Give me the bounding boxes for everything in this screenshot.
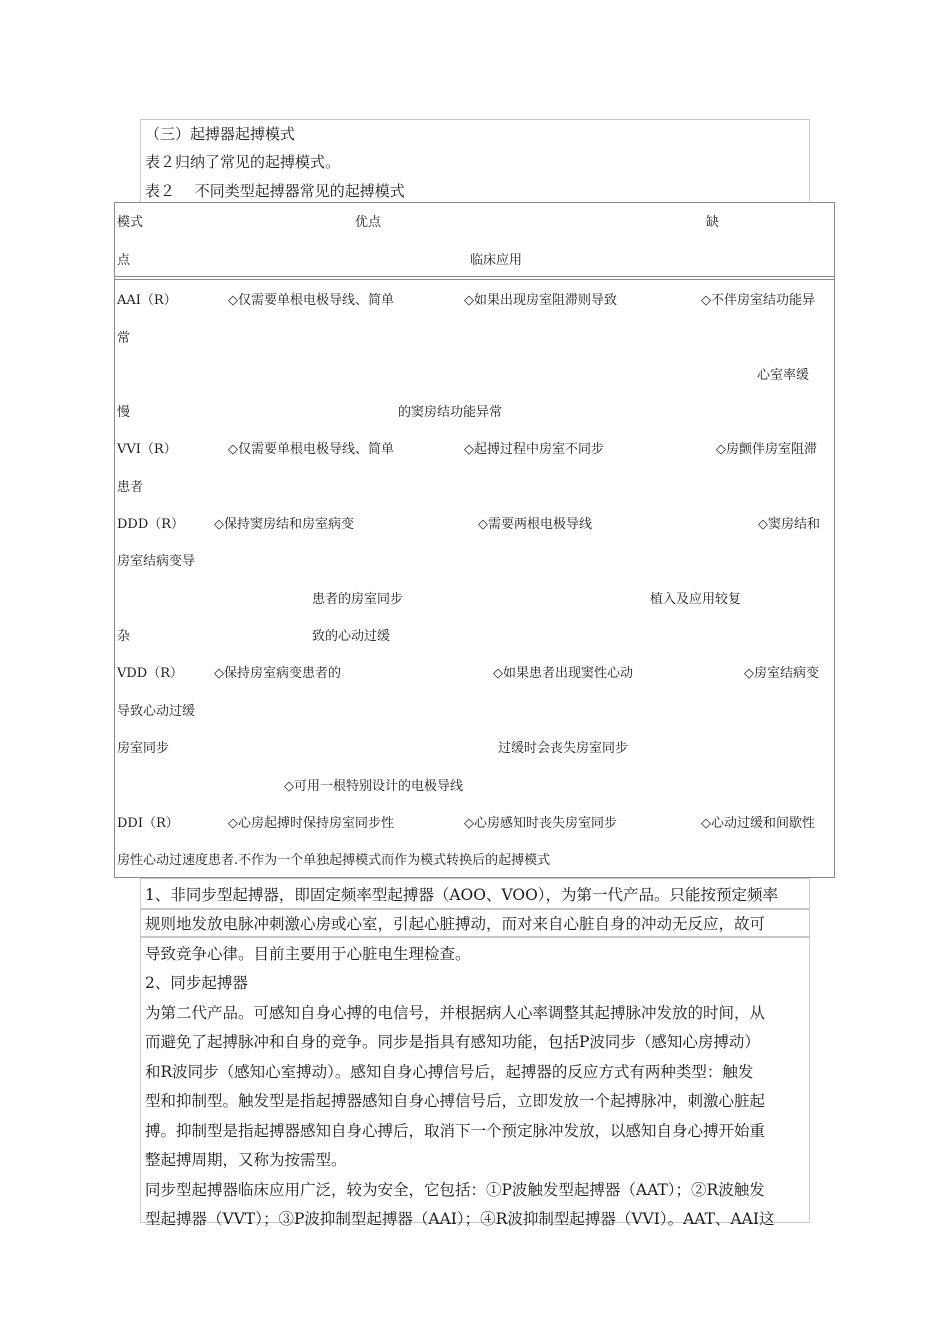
header-disadvantage-cont: 点 xyxy=(117,253,131,268)
row-vvi-advantage: ◇仅需要单根电极导线、简单 xyxy=(228,442,394,457)
row-vdd-advantage-cont: 房室同步 xyxy=(117,741,170,756)
body-line: 为第二代产品。可感知自身心搏的电信号，并根据病人心率调整其起搏脉冲发放的时间，从 xyxy=(145,1004,766,1022)
body-line: 整起搏周期，又称为按需型。 xyxy=(145,1151,347,1169)
row-vdd-mode: VDD（R） xyxy=(117,666,184,681)
header-clinical: 临床应用 xyxy=(470,253,523,268)
row-vvi-disadvantage: ◇起搏过程中房室不同步 xyxy=(464,442,604,457)
table-header-rule xyxy=(114,276,835,277)
row-vdd-disadvantage-cont: 过缓时会丧失房室同步 xyxy=(498,741,629,756)
row-vvi-application: ◇房颤伴房室阻滞 xyxy=(716,442,817,457)
row-vdd-advantage: ◇保持房室病变患者的 xyxy=(214,666,341,681)
row-vdd-application: ◇房室结病变 xyxy=(744,666,819,681)
body-line: 而避免了起搏脉冲和自身的竞争。同步是指具有感知功能，包括P波同步（感知心房搏动） xyxy=(145,1033,760,1051)
row-aai-application: ◇不伴房室结功能异 xyxy=(701,293,815,308)
row-vdd-advantage-cont2: ◇可用一根特别设计的电极导线 xyxy=(284,779,463,794)
row-aai-application-cont2: 的窦房结功能异常 xyxy=(398,405,503,420)
row-ddi-advantage: ◇心房起搏时保持房室同步性 xyxy=(228,816,394,831)
row-aai-disadvantage-cont: 心室率缓 xyxy=(757,368,810,383)
header-advantage: 优点 xyxy=(355,215,382,230)
row-aai-disadvantage: ◇如果出现房室阻滞则导致 xyxy=(464,293,617,308)
table-caption: 表２ 不同类型起搏器常见的起搏模式 xyxy=(145,182,405,200)
body-line: 搏。抑制型是指起搏器感知自身心搏后，取消下一个预定脉冲发放，以感知自身心搏开始重 xyxy=(145,1122,766,1140)
row-ddi-application-cont: 房性心动过速度患者.不作为一个单独起搏模式而作为模式转换后的起搏模式 xyxy=(117,853,551,868)
row-ddd-application-cont: 房室结病变导 xyxy=(117,554,196,569)
row-ddd-disadvantage: ◇需要两根电极导线 xyxy=(478,517,592,532)
row-ddd-disadvantage-cont2: 杂 xyxy=(117,629,131,644)
row-ddi-mode: DDI（R） xyxy=(117,816,179,831)
section-heading: （三）起搏器起搏模式 xyxy=(145,125,296,143)
body-line: 型起搏器（VVT）；③P波抑制型起搏器（AAI）；④R波抑制型起搏器（VVI）。AAT、AAI这 xyxy=(145,1210,775,1228)
row-ddd-mode: DDD（R） xyxy=(117,517,185,532)
body-line: 型和抑制型。触发型是指起搏器感知自身心搏信号后，立即发放一个起搏脉冲，刺激心脏起 xyxy=(145,1092,766,1110)
table-header-rule-2 xyxy=(114,279,835,280)
row-ddd-application: ◇窦房结和 xyxy=(758,517,820,532)
row-ddi-application: ◇心动过缓和间歇性 xyxy=(701,816,815,831)
body-line: 和R波同步（感知心室搏动）。感知自身心搏信号后，起搏器的反应方式有两种类型：触发 xyxy=(145,1063,754,1081)
section-heading-sync: 2、同步起搏器 xyxy=(145,974,248,992)
row-aai-mode: AAI（R） xyxy=(117,293,177,308)
row-ddi-disadvantage: ◇心房感知时丧失房室同步 xyxy=(464,816,617,831)
row-ddd-advantage: ◇保持窦房结和房室病变 xyxy=(214,517,354,532)
row-aai-disadvantage-cont2: 慢 xyxy=(117,405,131,420)
body-line: 规则地发放电脉冲刺激心房或心室，引起心脏搏动，而对来自心脏自身的冲动无反应，故可 xyxy=(145,915,766,933)
row-aai-advantage: ◇仅需要单根电极导线、简单 xyxy=(228,293,394,308)
row-vvi-application-cont: 患者 xyxy=(117,480,144,495)
intro-sentence: 表２归纳了常见的起搏模式。 xyxy=(145,153,341,171)
body-line: 1、非同步型起搏器，即固定频率型起搏器（AOO、VOO），为第一代产品。只能按预定频率 xyxy=(145,886,779,904)
row-vdd-application-cont: 导致心动过缓 xyxy=(117,704,196,719)
row-ddd-application-cont2: 致的心动过缓 xyxy=(312,629,391,644)
body-line: 同步型起搏器临床应用广泛，较为安全，它包括：①P波触发型起搏器（AAT）；②R波触发 xyxy=(145,1181,765,1199)
header-mode: 模式 xyxy=(117,215,144,230)
body-line: 导致竞争心律。目前主要用于心脏电生理检查。 xyxy=(145,945,471,963)
row-aai-application-cont: 常 xyxy=(117,331,131,346)
header-disadvantage: 缺 xyxy=(706,215,720,230)
row-ddd-disadvantage-cont: 植入及应用较复 xyxy=(650,592,742,607)
row-ddd-advantage-cont: 患者的房室同步 xyxy=(312,592,404,607)
row-vvi-mode: VVI（R） xyxy=(117,442,177,457)
row-vdd-disadvantage: ◇如果患者出现窦性心动 xyxy=(493,666,633,681)
